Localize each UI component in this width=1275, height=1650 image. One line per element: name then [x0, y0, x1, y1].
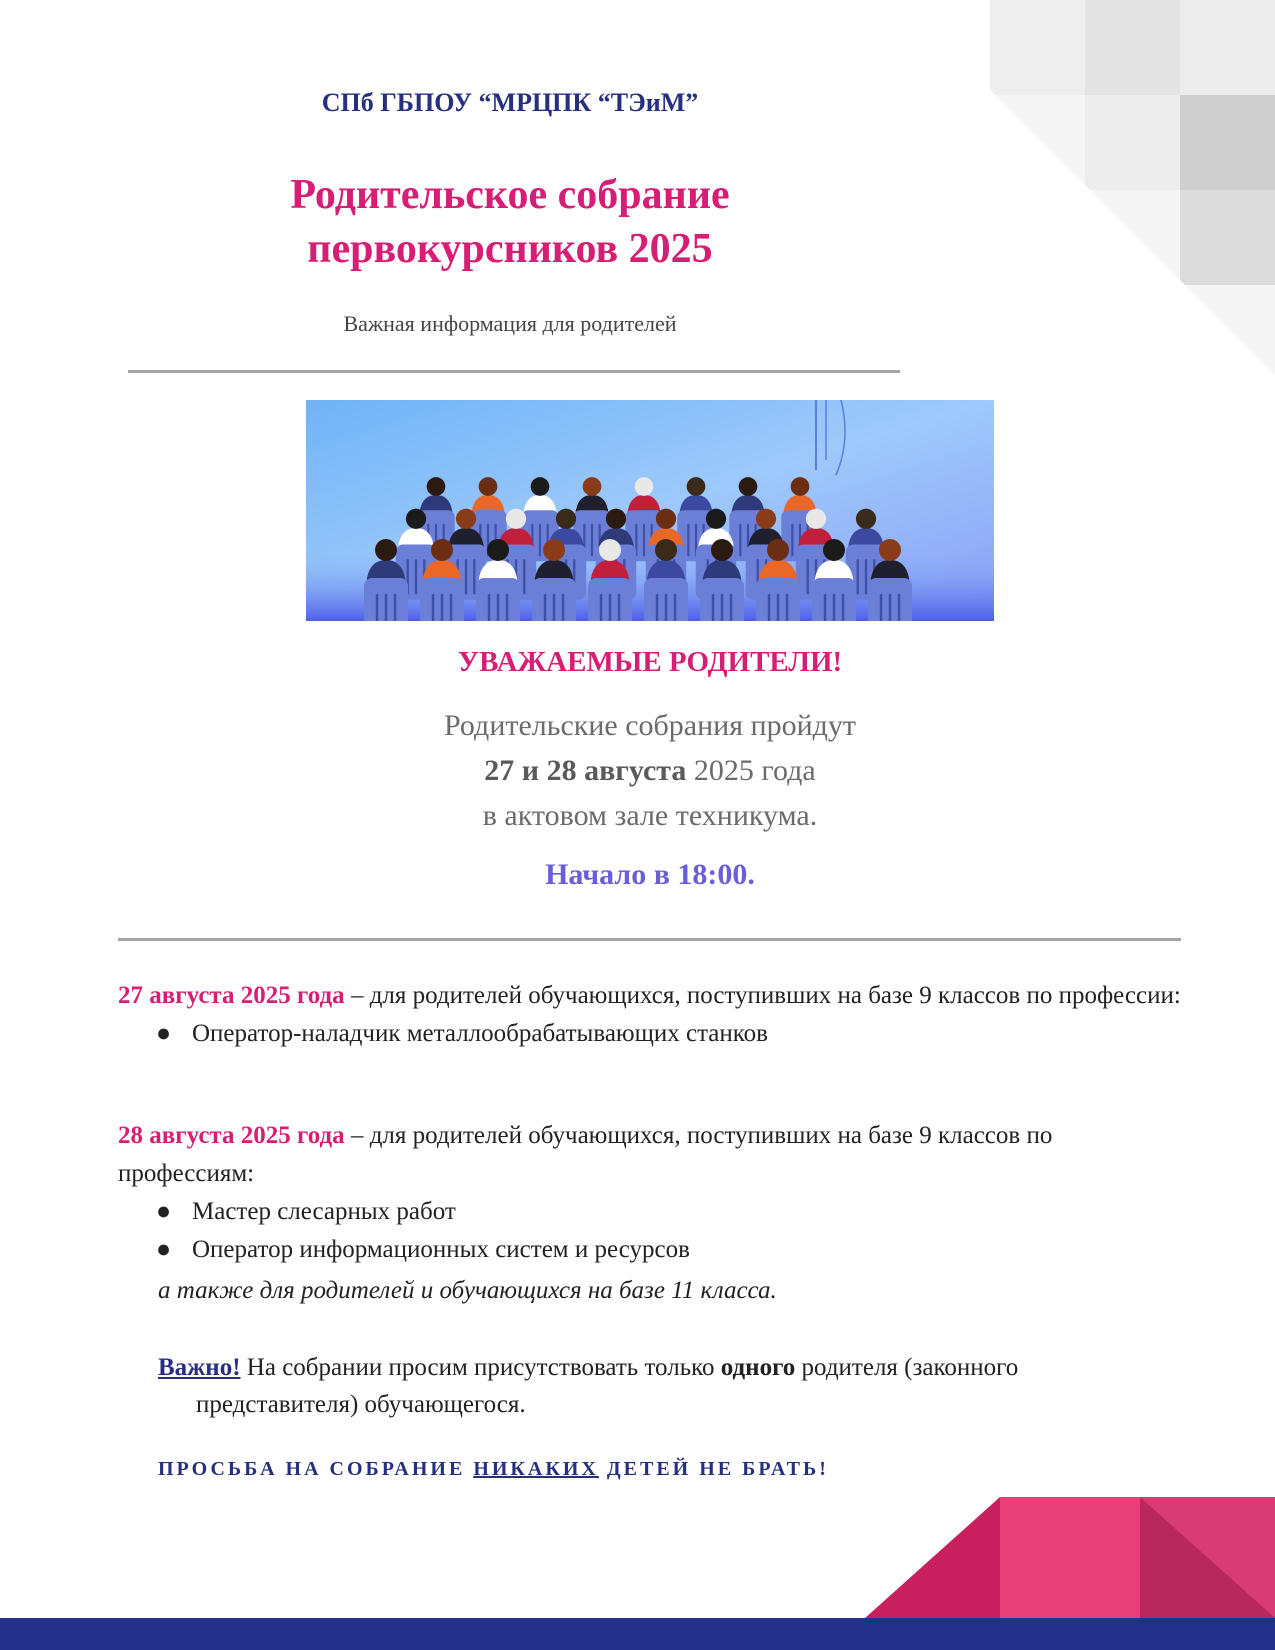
meeting-info-location: в актовом зале техникума. [482, 799, 818, 832]
title-line-1: Родительское собрание [290, 172, 730, 218]
important-text-line2: представителя) обучающегося. [196, 1391, 526, 1418]
request-text-underlined: НИКАКИХ [473, 1458, 599, 1480]
important-note [158, 1349, 1181, 1423]
list-item [118, 1015, 1181, 1053]
title-line-2: первокурсников 2025 [307, 226, 713, 272]
bullet-icon: ● [156, 1198, 172, 1225]
meeting-dates-year: 2025 года [686, 754, 816, 787]
schedule-desc-1: – для родителей обучающихся, поступивших на базе 9 классов по профессии: [344, 982, 1181, 1009]
note-11-class: а также для родителей и обучающихся на базе 11 класса. [158, 1277, 777, 1304]
start-time: Начало в 18:00. [545, 858, 755, 891]
bullet-icon: ● [156, 1236, 172, 1263]
request-text-2: ДЕТЕЙ НЕ БРАТЬ! [598, 1458, 829, 1480]
page-subtitle: Важная информация для родителей [343, 311, 677, 336]
organization-name: СПб ГБПОУ “МРЦПК “ТЭиМ” [321, 88, 699, 117]
meeting-info [306, 703, 994, 838]
list-item [118, 1231, 1181, 1269]
important-label: Важно! [158, 1354, 241, 1381]
schedule-date-1: 27 августа 2025 года [118, 982, 345, 1009]
bullet-icon: ● [156, 1020, 172, 1047]
divider-top [128, 370, 900, 373]
schedule-desc-2: – для родителей обучающихся, поступивших на базе 9 классов по профессиям: [118, 1122, 1053, 1187]
profession-name: Мастер слесарных работ [192, 1198, 456, 1225]
list-item [118, 1193, 1181, 1231]
meeting-info-dates [306, 748, 994, 793]
important-text-bold: одного [720, 1354, 796, 1381]
request-note [158, 1458, 1178, 1481]
profession-list-2 [118, 1193, 1181, 1269]
schedule-day-1 [118, 977, 1181, 1053]
audience-illustration [306, 400, 994, 621]
meeting-dates-bold: 27 и 28 августа [484, 754, 687, 787]
schedule-day-2 [118, 1117, 1181, 1269]
request-text-1: ПРОСЬБА НА СОБРАНИЕ [158, 1458, 474, 1480]
profession-name: Оператор-наладчик металлообрабатывающих станков [192, 1020, 768, 1047]
meeting-info-line1: Родительские собрания пройдут [443, 709, 857, 742]
page-title [140, 168, 880, 276]
schedule-date-2: 28 августа 2025 года [118, 1122, 345, 1149]
important-text-1: На собрании просим присутствовать только [240, 1354, 721, 1381]
footer-bar [0, 1618, 1275, 1650]
divider-middle [118, 938, 1181, 941]
profession-name: Оператор информационных систем и ресурсов [192, 1236, 690, 1263]
important-text-2: родителя (законного [795, 1354, 1019, 1381]
greeting-heading: УВАЖАЕМЫЕ РОДИТЕЛИ! [457, 646, 843, 678]
profession-list-1 [118, 1015, 1181, 1053]
